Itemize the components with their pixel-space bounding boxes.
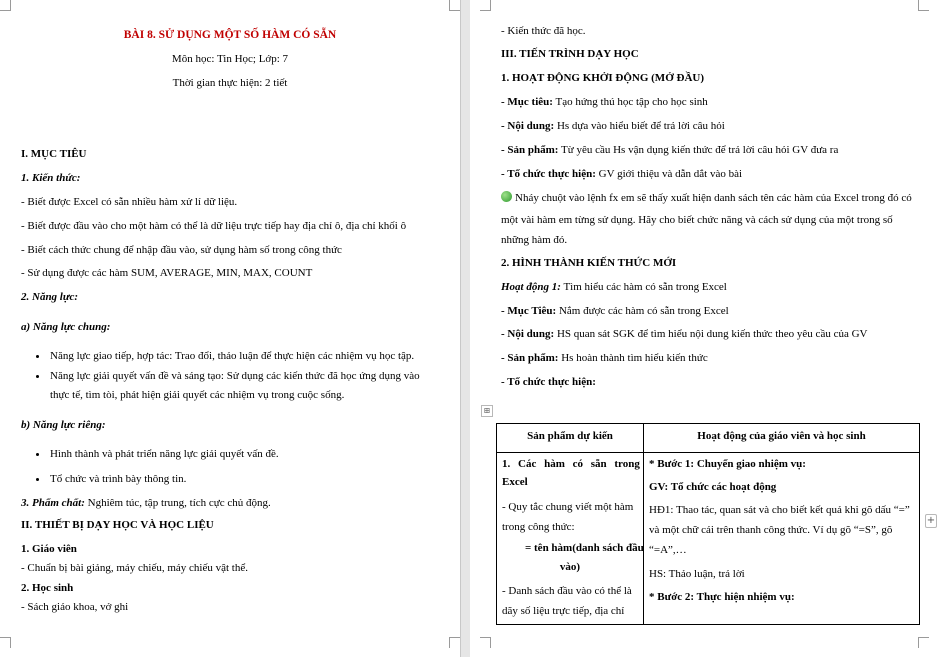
a1-content-label: - Nội dung: bbox=[501, 120, 555, 132]
a1-goal-label: - Mục tiêu: bbox=[501, 96, 553, 108]
knowledge-item: - Biết cách thức chung để nhập đầu vào, sử dụng hàm số trong công thức bbox=[21, 244, 342, 256]
a1-product-text: Từ yêu cầu Hs vận dụng kiến thức để trả lời câu hỏi GV đưa ra bbox=[558, 144, 839, 156]
a1-org-label: - Tổ chức thực hiện: bbox=[501, 168, 596, 180]
crop-mark bbox=[918, 0, 929, 11]
a2-content bbox=[501, 327, 867, 341]
a1-product-label: - Sản phẩm: bbox=[501, 144, 559, 156]
a1-org bbox=[501, 167, 742, 181]
teacher-heading: 1. Giáo viên bbox=[21, 543, 77, 555]
crop-mark bbox=[0, 0, 11, 11]
a1-goal bbox=[501, 95, 708, 109]
a2-product-text: Hs hoàn thành tìm hiểu kiến thức bbox=[558, 352, 708, 364]
table-cell-line: và một chữ cái trên thanh công thức. Ví dụ gõ “=S”, gõ bbox=[649, 524, 893, 536]
knowledge-item: - Sử dụng được các hàm SUM, AVERAGE, MIN, MAX, COUNT bbox=[21, 267, 313, 279]
general-competency-item-cont: thực tế, tìm tòi, phát hiện giải quyết các nhiệm vụ trong cuộc sống. bbox=[50, 389, 345, 401]
question-line bbox=[501, 191, 912, 205]
hd1-label: Hoạt động 1: bbox=[501, 281, 561, 293]
table-cell-line: GV: Tổ chức các hoạt động bbox=[649, 481, 777, 493]
lesson-title: BÀI 8. SỬ DỤNG MỘT SỐ HÀM CÓ SẴN bbox=[123, 29, 337, 41]
a1-content bbox=[501, 119, 725, 133]
specific-competency-item: Tổ chức và trình bày thông tin. bbox=[50, 473, 187, 485]
section-heading-objectives: I. MỤC TIÊU bbox=[21, 148, 87, 160]
general-competency-item: Năng lực giải quyết vấn đề và sáng tạo: Sử dụng các kiến thức đã học ứng dụng vào bbox=[50, 370, 420, 382]
crop-mark bbox=[449, 0, 460, 11]
a2-goal-text: Nắm được các hàm có sẵn trong Excel bbox=[556, 305, 729, 317]
a2-product bbox=[501, 351, 708, 365]
question-line: một vài hàm em từng sử dụng. Hãy cho biết chức năng và cách sử dụng của một trong số bbox=[501, 214, 893, 226]
table-cell-line: “=A”,… bbox=[649, 544, 687, 556]
table-cell-line: 1. Các hàm có sẵn trong bbox=[502, 458, 640, 470]
table-cell-line: - Quy tắc chung viết một hàm bbox=[502, 501, 634, 513]
table-cell-line: vào) bbox=[559, 561, 581, 573]
crop-mark bbox=[0, 637, 11, 648]
crop-mark bbox=[480, 0, 491, 11]
crop-mark bbox=[449, 637, 460, 648]
document-page-left bbox=[0, 0, 460, 657]
table-add-column-icon[interactable]: + bbox=[926, 515, 936, 526]
table-header-cell: Hoạt động của giáo viên và học sinh bbox=[697, 430, 866, 442]
activity1-heading: 1. HOẠT ĐỘNG KHỞI ĐỘNG (MỞ ĐẦU) bbox=[501, 72, 704, 84]
time-line: Thời gian thực hiện: 2 tiết bbox=[172, 77, 288, 89]
activity-table bbox=[496, 423, 920, 625]
table-cell-line: dãy số liệu trực tiếp, địa chỉ bbox=[502, 605, 625, 617]
table-cell-line: HS: Thảo luận, trả lời bbox=[649, 568, 745, 580]
student-text: - Sách giáo khoa, vở ghi bbox=[21, 601, 129, 613]
a1-product bbox=[501, 143, 838, 157]
table-cell-line: = tên hàm(danh sách đầu bbox=[525, 542, 644, 554]
section-heading-process: III. TIẾN TRÌNH DẠY HỌC bbox=[501, 48, 639, 60]
knowledge-item: - Biết được Excel có sẵn nhiều hàm xử lí dữ liệu. bbox=[21, 196, 238, 208]
student-heading: 2. Học sinh bbox=[21, 582, 74, 594]
table-header-divider bbox=[497, 452, 919, 453]
table-cell-line: HĐ1: Thao tác, quan sát và cho biết kết quả khi gõ dấu “=” bbox=[649, 504, 910, 516]
knowledge-item: - Biết được đầu vào cho một hàm có thể là dữ liệu trực tiếp hay địa chỉ ô, địa chỉ khối ô bbox=[21, 220, 407, 232]
a2-org-label: - Tổ chức thực hiện: bbox=[501, 376, 596, 388]
specific-competency-heading: b) Năng lực riêng: bbox=[21, 419, 106, 431]
a1-org-text: GV giới thiệu và dẫn dắt vào bài bbox=[595, 168, 743, 180]
general-competency-item: Năng lực giao tiếp, hợp tác: Trao đổi, thảo luận để thực hiện các nhiệm vụ học tập. bbox=[50, 350, 415, 362]
subject-line: Môn học: Tin Học; Lớp: 7 bbox=[171, 53, 289, 65]
a1-content-text: Hs dựa vào hiểu biết để trả lời câu hỏi bbox=[554, 120, 725, 132]
hd1-line bbox=[501, 280, 727, 294]
question-bullet-icon bbox=[501, 191, 512, 202]
qualities-text: Nghiêm túc, tập trung, tích cực chủ động. bbox=[84, 497, 271, 509]
activity2-heading: 2. HÌNH THÀNH KIẾN THỨC MỚI bbox=[501, 257, 677, 269]
competency-heading: 2. Năng lực: bbox=[21, 291, 79, 303]
qualities-line bbox=[21, 496, 271, 510]
a2-content-text: HS quan sát SGK để tìm hiểu nội dung kiến thức theo yêu cầu của GV bbox=[554, 328, 868, 340]
hd1-text: Tìm hiểu các hàm có sẵn trong Excel bbox=[560, 281, 727, 293]
a2-product-label: - Sản phẩm: bbox=[501, 352, 559, 364]
general-competency-heading: a) Năng lực chung: bbox=[21, 321, 111, 333]
a1-goal-text: Tạo hứng thú học tập cho học sinh bbox=[552, 96, 708, 108]
table-header-cell: Sản phẩm dự kiến bbox=[527, 430, 613, 442]
specific-competency-item: Hình thành và phát triển năng lực giải quyết vấn đề. bbox=[50, 448, 279, 460]
teacher-text: - Chuẩn bị bài giảng, máy chiếu, máy chiếu vật thể. bbox=[21, 562, 248, 574]
qualities-label: 3. Phẩm chất: bbox=[21, 497, 85, 509]
a2-content-label: - Nội dung: bbox=[501, 328, 555, 340]
table-cell-line: Excel bbox=[502, 476, 528, 488]
table-cell-line: * Bước 2: Thực hiện nhiệm vụ: bbox=[649, 591, 795, 603]
question-text: Nháy chuột vào lệnh fx em sẽ thấy xuất hiện danh sách tên các hàm của Excel trong đó có bbox=[515, 192, 912, 204]
crop-mark bbox=[918, 637, 929, 648]
table-cell-line: - Danh sách đầu vào có thể là bbox=[502, 585, 632, 597]
crop-mark bbox=[480, 637, 491, 648]
a2-goal-label: - Mục Tiêu: bbox=[501, 305, 557, 317]
knowledge-heading: 1. Kiến thức: bbox=[21, 172, 81, 184]
prev-line: - Kiến thức đã học. bbox=[501, 25, 586, 37]
table-move-handle-icon[interactable]: ⊞ bbox=[481, 405, 493, 417]
table-cell-line: * Bước 1: Chuyển giao nhiệm vụ: bbox=[649, 458, 806, 470]
table-cell-line: trong công thức: bbox=[502, 521, 575, 533]
question-line: những hàm đó. bbox=[501, 234, 568, 246]
section-heading-equipment: II. THIẾT BỊ DẠY HỌC VÀ HỌC LIỆU bbox=[21, 519, 214, 531]
a2-goal bbox=[501, 304, 729, 318]
